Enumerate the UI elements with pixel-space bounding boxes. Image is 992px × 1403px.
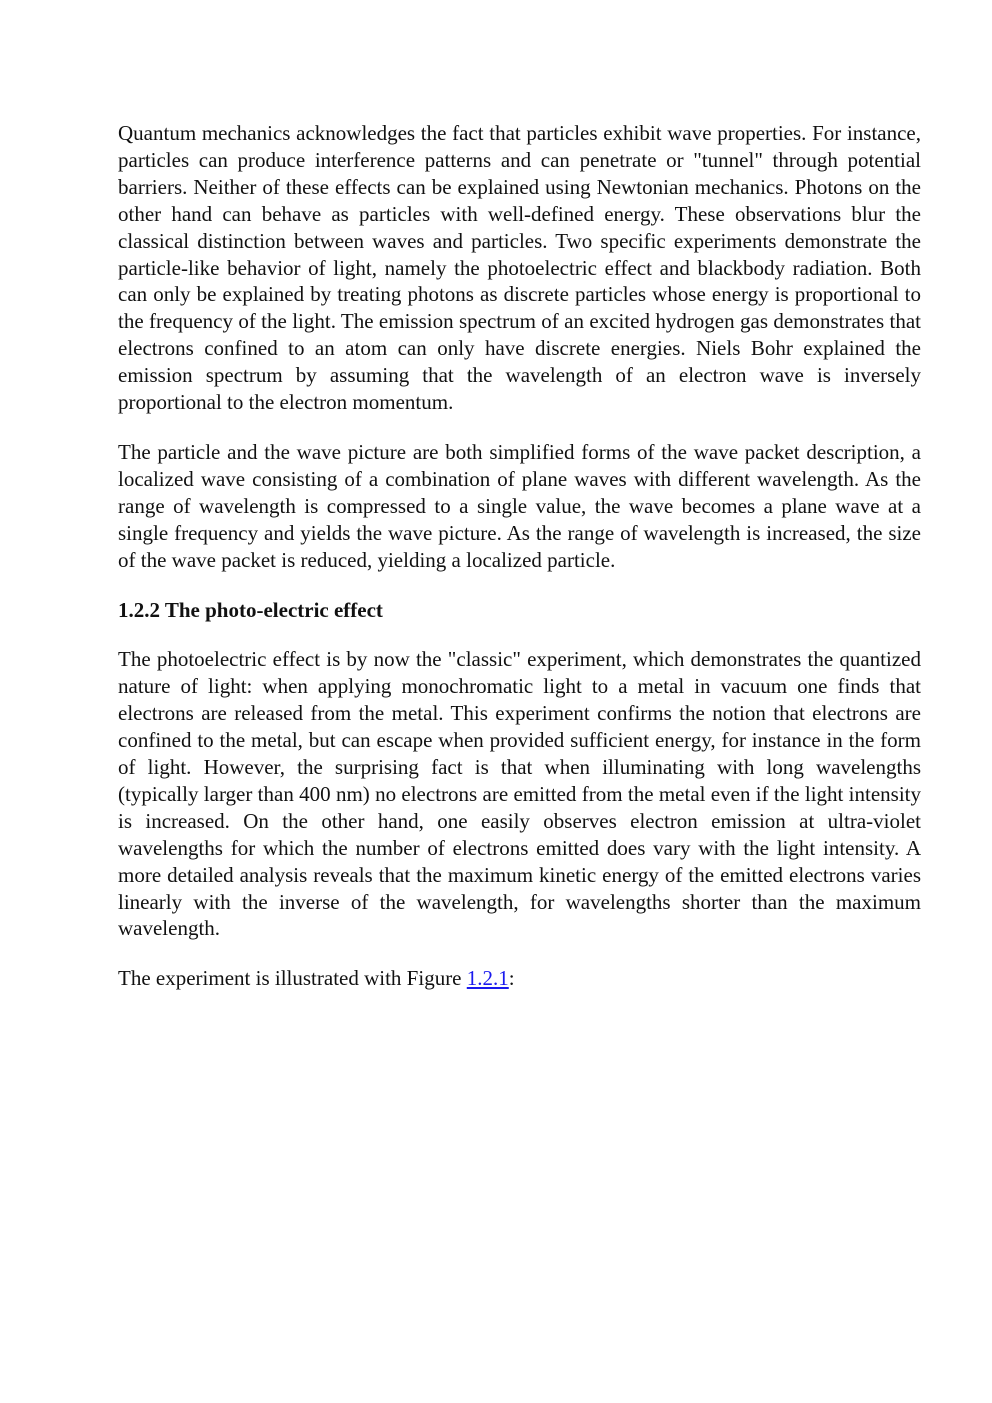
photoelectric-paragraph: The photoelectric effect is by now the "classic" experiment, which demonstrates the quantized nature of light: when applying monochromatic light to a metal in vacuum one finds that electrons are released from the metal. This experiment confirms the notion that electrons are confined to the metal, but can escape when provided sufficient energy, for instance in the form of light. However, the surprising fact is that when illuminating with long wavelengths (typically larger than 400 nm) no electrons are emitted from the metal even if the light intensity is increased. On the other hand, one easily observes electron emission at ultra-violet wavelengths for which the number of electrons emitted does vary with the light intensity. A more detailed analysis reveals that the maximum kinetic energy of the emitted electrons varies linearly with the inverse of the wavelength, for wavelengths shorter than the maximum wavelength.: [118, 647, 921, 941]
wave-packet-paragraph: The particle and the wave picture are both simplified forms of the wave packet description, a localized wave consisting of a combination of plane waves with different wavelength. As the range of wavelength is compressed to a single value, the wave becomes a plane wave at a single frequency and yields the wave picture. As the range of wavelength is increased, the size of the wave packet is reduced, yielding a localized particle.: [118, 439, 921, 572]
figure-reference-paragraph: [118, 965, 921, 992]
section-heading: 1.2.2 The photo-electric effect: [118, 597, 383, 622]
intro-paragraph: Quantum mechanics acknowledges the fact that particles exhibit wave properties. For instance, particles can produce interference patterns and can penetrate or "tunnel" through potential barriers. Neither of these effects can be explained using Newtonian mechanics. Photons on the other hand can behave as particles with well-defined energy. These observations blur the classical distinction between waves and particles. Two specific experiments demonstrate the particle-like behavior of light, namely the photoelectric effect and blackbody radiation. Both can only be explained by treating photons as discrete particles whose energy is proportional to the frequency of the light. The emission spectrum of an excited hydrogen gas demonstrates that electrons confined to an atom can only have discrete energies. Niels Bohr explained the emission spectrum by assuming that the wavelength of an electron wave is inversely proportional to the electron momentum.: [118, 121, 921, 415]
document-page: [118, 120, 921, 1015]
figure-reference-suffix: :: [508, 966, 515, 991]
figure-reference-prefix: The experiment is illustrated with Figure: [118, 966, 467, 991]
figure-link[interactable]: 1.2.1: [466, 966, 509, 991]
